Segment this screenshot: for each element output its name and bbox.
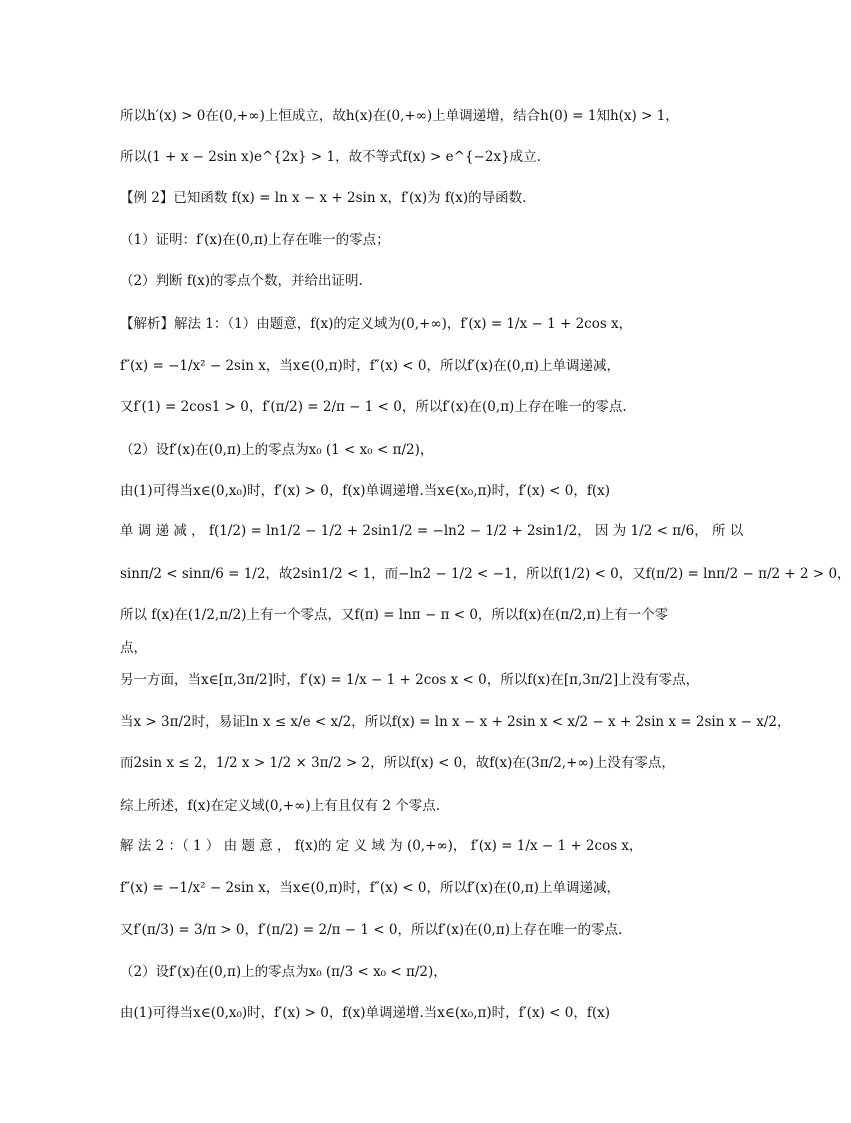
- solution-1-line-3: 又f′(1) = 2cos1 > 0，f′(π/2) = 2/π − 1 < 0，所以f′(x)在(0,π)上存在唯一的零点.: [120, 399, 627, 415]
- solution-1-line-1: 【解析】解法 1：（1）由题意，f(x)的定义域为(0,+∞)，f′(x) = 1/x − 1 + 2cos x，: [120, 316, 633, 332]
- solution-1-conclusion: 综上所述，f(x)在定义域(0,+∞)上有且仅有 2 个零点.: [120, 798, 441, 814]
- solution-1-line-6: 单 调 递 减 ， f(1/2) = ln1/2 − 1/2 + 2sin1/2 = −ln2 − 1/2 + 2sin1/2， 因 为 1/2 < π/6， 所 以: [120, 523, 744, 539]
- solution-2-line-3: 又f′(π/3) = 3/π > 0，f′(π/2) = 2/π − 1 < 0，所以f′(x)在(0,π)上存在唯一的零点.: [120, 922, 623, 938]
- solution-2-line-4: （2）设f′(x)在(0,π)上的零点为x₀ (π/3 < x₀ < π/2)，: [120, 964, 447, 980]
- solution-1-line-9: 点，: [120, 640, 147, 656]
- solution-2-line-5: 由(1)可得当x∈(0,x₀)时，f′(x) > 0，f(x)单调递增.当x∈(x₀,π)时，f′(x) < 0，f(x): [120, 1005, 610, 1021]
- solution-1-line-12: 而2sin x ≤ 2，1/2 x > 1/2 × 3π/2 > 2，所以f(x) < 0，故f(x)在(3π/2,+∞)上没有零点，: [120, 755, 675, 771]
- solution-1-line-7: sinπ/2 < sinπ/6 = 1/2，故2sin1/2 < 1，而−ln2 − 1/2 < −1，所以f(1/2) < 0，又f(π/2) = lnπ/2 − π/2 + 2 > 0，: [120, 566, 851, 582]
- text-line-2: 所以(1 + x − 2sin x)e^{2x} > 1，故不等式f(x) > e^{−2x}成立.: [120, 149, 541, 165]
- text-line-1: 所以h′(x) > 0在(0,+∞)上恒成立，故h(x)在(0,+∞)上单调递增，结合h(0) = 1知h(x) > 1，: [120, 108, 679, 124]
- question-2: （2）判断 f(x)的零点个数，并给出证明.: [120, 273, 363, 289]
- solution-1-line-11: 当x > 3π/2时，易证ln x ≤ x/e < x/2，所以f(x) = ln x − x + 2sin x < x/2 − x + 2sin x = 2sin x − x/2，: [120, 714, 791, 730]
- question-1: （1）证明：f′(x)在(0,π)上存在唯一的零点；: [120, 232, 390, 248]
- solution-1-line-4: （2）设f′(x)在(0,π)上的零点为x₀ (1 < x₀ < π/2)，: [120, 442, 434, 458]
- solution-1-line-10: 另一方面，当x∈[π,3π/2]时，f′(x) = 1/x − 1 + 2cos x < 0，所以f(x)在[π,3π/2]上没有零点，: [120, 672, 700, 688]
- example-2-heading: 【例 2】已知函数 f(x) = ln x − x + 2sin x，f′(x)为 f(x)的导函数.: [120, 190, 527, 206]
- solution-1-line-2: f″(x) = −1/x² − 2sin x，当x∈(0,π)时，f″(x) < 0，所以f′(x)在(0,π)上单调递减，: [120, 358, 620, 374]
- solution-1-line-5: 由(1)可得当x∈(0,x₀)时，f′(x) > 0，f(x)单调递增.当x∈(x₀,π)时，f′(x) < 0，f(x): [120, 483, 610, 499]
- solution-2-line-1: 解 法 2 ：（ 1 ） 由 题 意 ， f(x)的 定 义 域 为 (0,+∞)， f′(x) = 1/x − 1 + 2cos x，: [120, 838, 643, 854]
- solution-1-line-8: 所以 f(x)在(1/2,π/2)上有一个零点，又f(π) = lnπ − π < 0，所以f(x)在(π/2,π)上有一个零: [120, 607, 669, 623]
- solution-2-line-2: f″(x) = −1/x² − 2sin x，当x∈(0,π)时，f″(x) < 0，所以f′(x)在(0,π)上单调递减，: [120, 880, 620, 896]
